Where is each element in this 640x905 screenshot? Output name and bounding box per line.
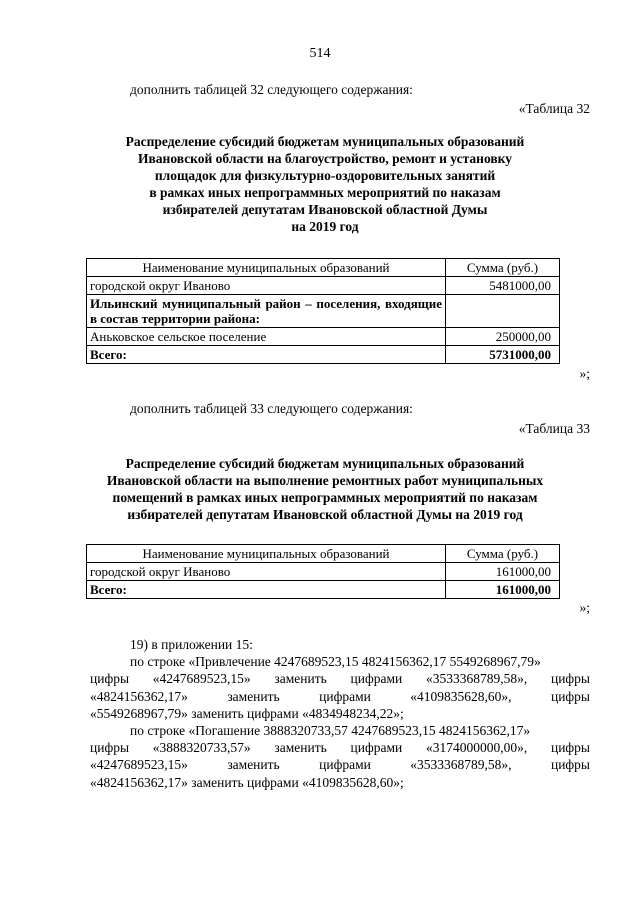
title-line: в рамках иных непрограммных мероприятий по наказам [149,185,501,200]
table-total-row [87,581,560,599]
header-name: Наименование муниципальных образований [87,545,446,563]
table-row [87,277,560,295]
title-line: на 2019 год [291,219,359,234]
title-line: Ивановской области на благоустройство, ремонт и установку [138,151,512,166]
title-line: избирателей депутатам Ивановской областной Думы на 2019 год [127,507,523,522]
title-line: помещений в рамках иных непрограммных мероприятий по наказам [112,490,538,505]
row-name: городской округ Иваново [87,277,446,295]
table-33-closing: »; [579,600,590,615]
row-name: Аньковское сельское поселение [87,328,446,346]
paragraph-line: цифры «3888320733,57» заменить цифрами «3174000000,00», цифры [90,740,590,756]
total-sum: 161000,00 [446,581,560,599]
total-label: Всего: [87,346,446,364]
intro-table-33: дополнить таблицей 33 следующего содержания: [130,401,413,416]
page-number: 514 [309,46,331,61]
title-line: Распределение субсидий бюджетам муниципальных образований [125,134,525,149]
title-line: избирателей депутатам Ивановской областной Думы [162,202,488,217]
title-line: площадок для физкультурно-оздоровительных занятий [154,168,496,183]
table-row [87,295,560,328]
appendix-15-section [90,636,590,791]
table-row [87,563,560,581]
header-name: Наименование муниципальных образований [87,259,446,277]
row-name: городской округ Иваново [87,563,446,581]
header-sum: Сумма (руб.) [446,545,560,563]
title-line: Ивановской области на выполнение ремонтных работ муниципальных [106,473,544,488]
appendix-heading: 19) в приложении 15: [130,637,253,652]
row-sum: 5481000,00 [446,277,560,295]
header-sum: Сумма (руб.) [446,259,560,277]
row-name: Ильинский муниципальный район – поселения, входящие в состав территории района: [87,295,446,328]
table-total-row [87,346,560,364]
paragraph-line: «4824156362,17» заменить цифрами «4109835628,60», цифры [90,688,590,704]
table-33-label: «Таблица 33 [518,421,590,436]
table-row [87,328,560,346]
paragraph-line: «5549268967,79» заменить цифрами «4834948234,22»; [90,705,404,721]
total-label: Всего: [87,581,446,599]
title-line: Распределение субсидий бюджетам муниципальных образований [125,456,525,471]
table-33 [86,544,560,599]
paragraph-line: «4247689523,15» заменить цифрами «3533368789,58», цифры [90,757,590,773]
paragraph-line: цифры «4247689523,15» заменить цифрами «3533368789,58», цифры [90,671,590,687]
table-33-title [80,455,570,523]
paragraph-line: «4824156362,17» заменить цифрами «4109835628,60»; [90,774,404,790]
table-32 [86,258,560,364]
table-header-row [87,545,560,563]
row-sum: 161000,00 [446,563,560,581]
table-32-label: «Таблица 32 [518,101,590,116]
row-sum [446,295,560,328]
table-32-closing: »; [579,366,590,381]
table-header-row [87,259,560,277]
paragraph-line: по строке «Привлечение 4247689523,15 4824156362,17 5549268967,79» [130,654,541,670]
paragraph-line: по строке «Погашение 3888320733,57 4247689523,15 4824156362,17» [130,723,531,739]
total-sum: 5731000,00 [446,346,560,364]
intro-table-32: дополнить таблицей 32 следующего содержания: [130,82,413,97]
table-32-title [80,133,570,235]
row-sum: 250000,00 [446,328,560,346]
